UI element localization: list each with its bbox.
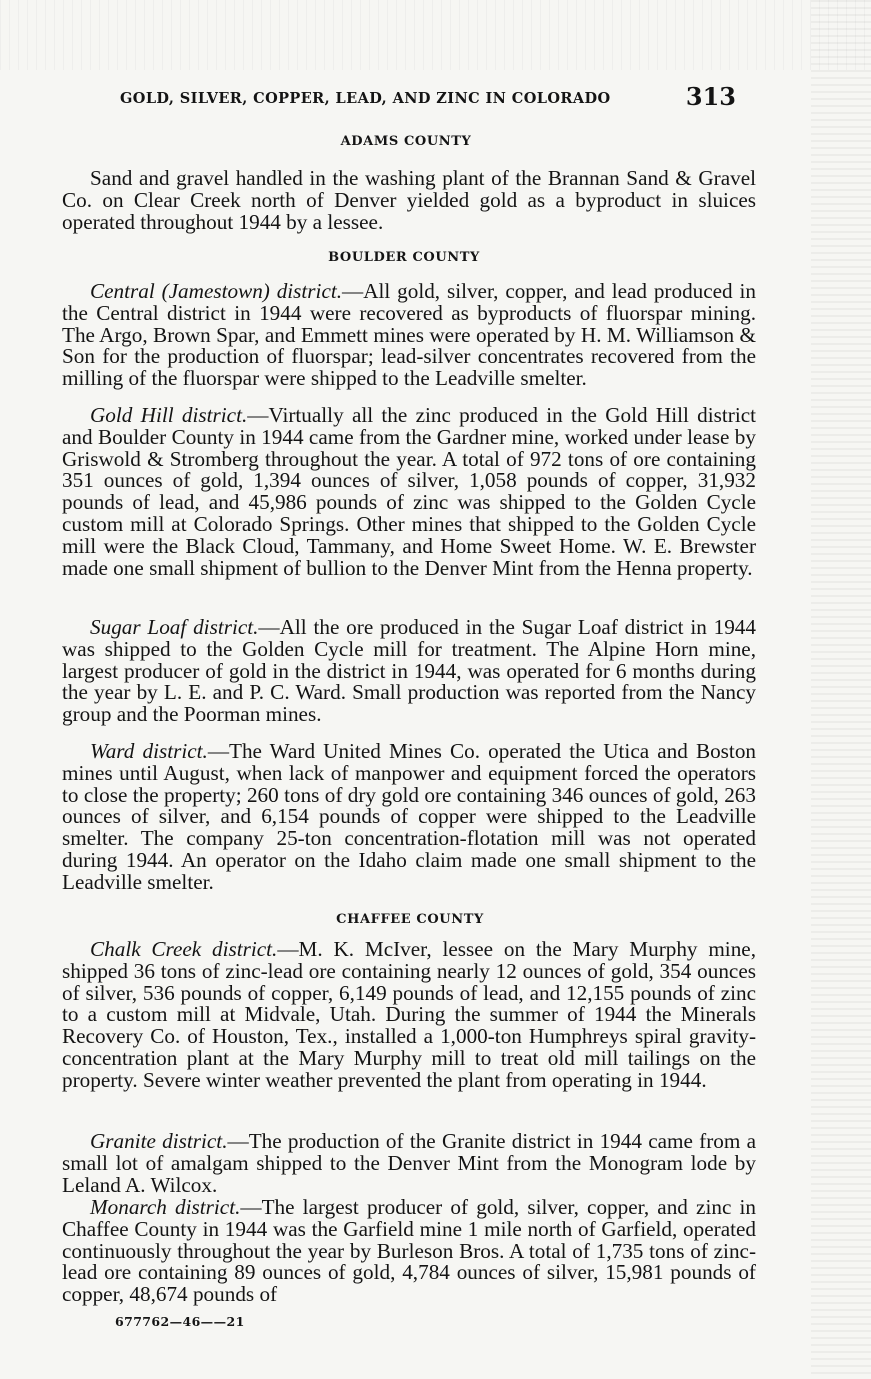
county-heading-chaffee: CHAFFEE COUNTY — [336, 912, 484, 927]
paragraph-ward-district — [62, 741, 756, 894]
district-name-chalk-creek: Chalk Creek district. — [90, 937, 278, 961]
paragraph-central-district — [62, 281, 756, 390]
paragraph-granite-district — [62, 1131, 756, 1196]
paragraph-sugar-loaf-district — [62, 617, 756, 726]
district-name-monarch: Monarch district. — [90, 1195, 241, 1219]
paragraph-adams — [62, 168, 756, 233]
paragraph-monarch-district — [62, 1197, 756, 1306]
paragraph-text: —All the ore produced in the Sugar Loaf district in 1944 was shipped to the Golden Cycle mill for treatment. The Alpine Horn mine, largest producer of gold in the district in 1944, was operated for 6 months during the year by L. E. and P. C. Ward. Small production was reported from the Nancy group and the Poorman mines. — [62, 615, 756, 727]
paragraph-text: —The Ward United Mines Co. operated the Utica and Boston mines until August, when lack of manpower and equipment forced the operators to close the property; 260 tons of dry gold ore containing 346 ounces of gold, 263 ounces of silver, and 6,154 pounds of copper were shipped to the Leadville smelter. The company 25-ton concentration-flotation mill was not operated during 1944. An operator on the Idaho claim made one small shipment to the Leadville smelter. — [62, 739, 757, 894]
district-name-sugar-loaf: Sugar Loaf district. — [90, 615, 259, 639]
county-heading-boulder: BOULDER COUNTY — [328, 250, 480, 265]
paragraph-text: —The largest producer of gold, silver, copper, and zinc in Chaffee County in 1944 was the Garfield mine 1 mile north of Garfield, operated continuously throughout the year by Burleson Bros. A total of 1,735 tons of zinc-lead ore containing 89 ounces of gold, 4,784 ounces of silver, 15,981 pounds of copper, 48,674 pounds of — [62, 1195, 756, 1307]
district-name-central: Central (Jamestown) district. — [90, 279, 343, 303]
paragraph-text: —M. K. McIver, lessee on the Mary Murphy mine, shipped 36 tons of zinc-lead ore containing nearly 12 ounces of gold, 354 ounces of silver, 536 pounds of copper, 6,149 pounds of lead, and 12,155 pounds of zinc to a custom mill at Midvale, Utah. During the summer of 1944 the Minerals Recovery Co. of Houston, Tex., installed a 1,000-ton Humphreys spiral gravity-concentration plant at the Mary Murphy mill to treat old mill tailings on the property. Severe winter weather prevented the plant from operating in 1944. — [62, 937, 756, 1092]
paragraph-gold-hill-district — [62, 405, 756, 579]
page-number: 313 — [685, 82, 736, 111]
district-name-gold-hill: Gold Hill district. — [90, 403, 248, 427]
paragraph-chalk-creek-district — [62, 939, 756, 1092]
paragraph-text: Sand and gravel handled in the washing plant of the Brannan Sand & Gravel Co. on Clear Creek north of Denver yielded gold as a byproduct in sluices operated throughout 1944 by a lessee. — [62, 166, 756, 234]
paragraph-text: —All gold, silver, copper, and lead produced in the Central district in 1944 were recovered as byproducts of fluorspar mining. The Argo, Brown Spar, and Emmett mines were operated by H. M. Williamson & Son for the production of fluorspar; lead-silver concentrates recovered from the milling of the fluorspar were shipped to the Leadville smelter. — [62, 279, 756, 391]
paragraph-text: —Virtually all the zinc produced in the Gold Hill district and Boulder County in 1944 came from the Gardner mine, worked under lease by Griswold & Stromberg throughout the year. A total of 972 tons of ore containing 351 ounces of gold, 1,394 ounces of silver, 1,058 pounds of copper, 31,932 pounds of lead, and 45,986 pounds of zinc was shipped to the Golden Cycle custom mill at Colorado Springs. Other mines that shipped to the Golden Cycle mill were the Black Cloud, Tammany, and Home Sweet Home. W. E. Brewster made one small shipment of bullion to the Denver Mint from the Henna property. — [62, 403, 756, 580]
running-title: GOLD, SILVER, COPPER, LEAD, AND ZINC IN COLORADO — [120, 90, 611, 107]
paragraph-text: —The production of the Granite district in 1944 came from a small lot of amalgam shipped to the Denver Mint from the Monogram lode by Leland A. Wilcox. — [62, 1129, 756, 1197]
scan-noise-top — [0, 0, 871, 70]
county-heading-adams: ADAMS COUNTY — [340, 134, 472, 149]
scan-noise-right — [811, 0, 871, 1379]
page-header — [120, 82, 750, 114]
district-name-ward: Ward district. — [90, 739, 208, 763]
district-name-granite: Granite district. — [90, 1129, 228, 1153]
printer-signature: 677762—46——21 — [115, 1314, 245, 1329]
